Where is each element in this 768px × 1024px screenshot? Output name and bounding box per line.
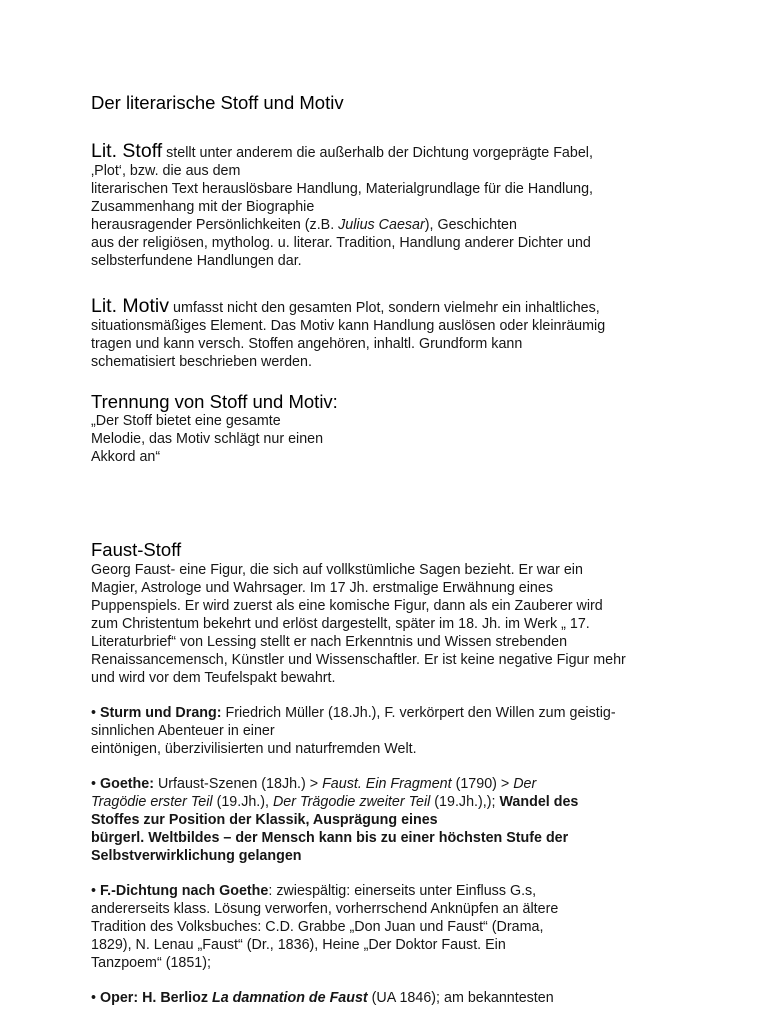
trennung-quote-line-2: Melodie, das Motiv schlägt nur einen (91, 431, 324, 447)
motiv-term: Lit. Motiv (91, 295, 170, 317)
oper-label: Oper: H. Berlioz La damnation de Faust (99, 990, 368, 1006)
goethe-line-2: Tragödie erster Teil (19.Jh.), Der Trägodie zweiter Teil (19.Jh.),); Wandel des (91, 794, 579, 810)
faust-line-7: und wird vor dem Teufelspakt bewahrt. (91, 670, 336, 686)
sturm-line-2: sinnlichen Abenteuer in einer (91, 723, 275, 739)
bullet: • (91, 990, 100, 1006)
goethe-label: Goethe: (99, 776, 154, 792)
motiv-line-2: situationsmäßiges Element. Das Motiv kann Handlung auslösen oder kleinräumig (91, 318, 606, 334)
faust-line-3: Puppenspiels. Er wird zuerst als eine komische Figur, dann als ein Zauberer wird (91, 598, 603, 614)
trennung-quote-line-3: Akkord an“ (91, 449, 161, 465)
faust-heading: Faust-Stoff (91, 539, 182, 560)
bullet: • (91, 705, 100, 721)
stoff-term: Lit. Stoff (91, 140, 163, 162)
trennung-heading: Trennung von Stoff und Motiv: (91, 391, 338, 412)
stoff-line-3: literarischen Text herauslösbare Handlung, Materialgrundlage für die Handlung, (91, 181, 594, 197)
nach-goethe-label: F.-Dichtung nach Goethe (99, 883, 269, 899)
stoff-line-7: selbsterfundene Handlungen dar. (91, 253, 302, 269)
motiv-line-3: tragen und kann versch. Stoffen angehören, inhaltl. Grundform kann (91, 336, 523, 352)
sturm-label: Sturm und Drang: (99, 705, 222, 721)
nach-goethe-line-3: Tradition des Volksbuches: C.D. Grabbe „Don Juan und Faust“ (Drama, (91, 919, 544, 935)
faust-line-5: Literaturbrief“ von Lessing stellt er nach Erkenntnis und Wissen strebenden (91, 634, 568, 650)
document-title: Der literarische Stoff und Motiv (91, 92, 344, 113)
faust-line-4: zum Christentum bekehrt und erlöst dargestellt, später im 18. Jh. im Werk „ 17. (91, 616, 590, 632)
trennung-quote-line-1: „Der Stoff bietet eine gesamte (91, 413, 281, 429)
stoff-line-4: Zusammenhang mit der Biographie (91, 199, 315, 215)
bullet: • (91, 776, 100, 792)
motiv-line-1: Lit. Motiv umfasst nicht den gesamten Plot, sondern vielmehr ein inhaltliches, (91, 295, 600, 317)
nach-goethe-line-2: andererseits klass. Lösung verworfen, vorherrschend Anknüpfen an ältere (91, 901, 559, 917)
faust-line-2: Magier, Astrologe und Wahrsager. Im 17 Jh. erstmalige Erwähnung eines (91, 580, 553, 596)
oper-title: La damnation de Faust (212, 990, 368, 1006)
motiv-line-4: schematisiert beschrieben werden. (91, 354, 312, 370)
stoff-line-2: ‚Plot‘, bzw. die aus dem (91, 163, 241, 179)
sturm-line-3: eintönigen, überzivilisierten und naturfremden Welt. (91, 741, 417, 757)
julius-caesar-title: Julius Caesar (338, 217, 425, 233)
goethe-line-4: bürgerl. Weltbildes – der Mensch kann bis zu einer höchsten Stufe der (91, 830, 569, 846)
goethe-line-3: Stoffes zur Position der Klassik, Ausprägung eines (91, 812, 438, 828)
goethe-line-5: Selbstverwirklichung gelangen (91, 848, 302, 864)
nach-goethe-line-5: Tanzpoem“ (1851); (91, 955, 211, 971)
faust-line-6: Renaissancemensch, Künstler und Wissenschaftler. Er ist keine negative Figur mehr (91, 652, 626, 668)
faust-line-1: Georg Faust- eine Figur, die sich auf vollkstümliche Sagen bezieht. Er war ein (91, 562, 583, 578)
nach-goethe-line-1: • F.-Dichtung nach Goethe: zwiespältig: einerseits unter Einfluss G.s, (91, 883, 537, 899)
bullet: • (91, 883, 100, 899)
goethe-line-1: • Goethe: Urfaust-Szenen (18Jh.) > Faust. Ein Fragment (1790) > Der (91, 776, 537, 792)
oper-line-1: • Oper: H. Berlioz La damnation de Faust (UA 1846); am bekanntesten (91, 990, 554, 1006)
stoff-line-1: Lit. Stoff stellt unter anderem die außerhalb der Dichtung vorgeprägte Fabel, (91, 140, 593, 162)
stoff-line-5: herausragender Persönlichkeiten (z.B. Julius Caesar), Geschichten (91, 217, 517, 233)
sturm-line-1: • Sturm und Drang: Friedrich Müller (18.Jh.), F. verkörpert den Willen zum geistig- (91, 705, 616, 721)
stoff-line-6: aus der religiösen, mytholog. u. literar. Tradition, Handlung anderer Dichter und (91, 235, 591, 251)
nach-goethe-line-4: 1829), N. Lenau „Faust“ (Dr., 1836), Heine „Der Doktor Faust. Ein (91, 937, 506, 953)
